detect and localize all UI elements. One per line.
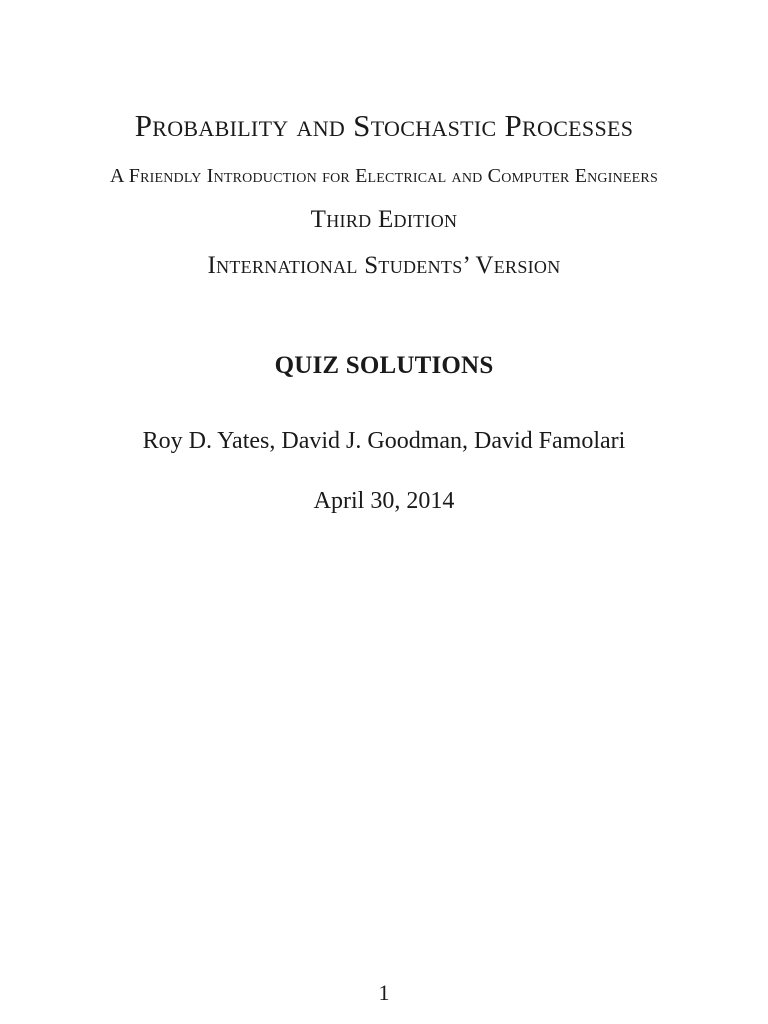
book-title: Probability and Stochastic Processes — [134, 108, 634, 143]
authors: Roy D. Yates, David J. Goodman, David Famolari — [142, 428, 626, 454]
book-subtitle: A Friendly Introduction for Electrical and Computer Engineers — [110, 165, 658, 187]
edition-label: Third Edition — [310, 206, 458, 233]
quiz-solutions-heading: QUIZ SOLUTIONS — [274, 352, 494, 379]
publication-date: April 30, 2014 — [313, 488, 455, 514]
version-label: International Students’ Version — [207, 252, 561, 279]
page-number: 1 — [378, 980, 390, 1005]
